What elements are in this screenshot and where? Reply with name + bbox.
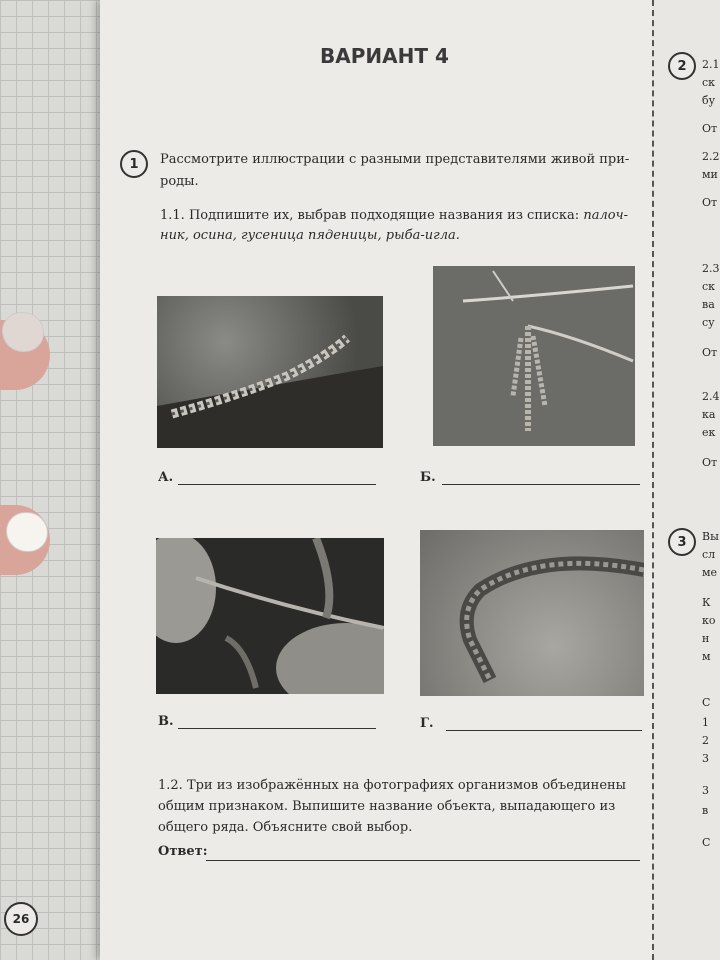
fragment: 3 [702,752,709,765]
photo-b-aspen [433,266,635,446]
subtask-1-2-line1: 1.2. Три из изображённых на фотографиях организмов объединены [158,778,627,793]
fragment: С [702,696,711,709]
label-a: А. [158,470,174,485]
fragment: 2.4 [702,390,720,403]
fragment: От [702,196,718,209]
fragment: 2 [702,734,709,747]
fingernail-upper [2,312,44,352]
label-v: В. [158,714,174,729]
task-intro-line2: роды. [160,174,199,189]
fragment: К [702,596,711,609]
fragment: С [702,836,711,849]
fragment: ка [702,408,716,421]
fragment: ко [702,614,716,627]
page-number: 26 [4,902,38,936]
fragment: бу [702,94,716,107]
fragment: в [702,804,709,817]
fragment: 3 [702,784,709,797]
answer-line-g[interactable] [446,730,642,731]
aspen-illustration [433,266,635,446]
fragment: От [702,456,718,469]
fragment: ми [702,168,718,181]
answer-line-v[interactable] [178,728,376,729]
fragment: ва [702,298,715,311]
fragment: Вы [702,530,719,543]
page-title: ВАРИАНТ 4 [320,44,449,68]
fragment: 2.3 [702,262,720,275]
photo-a-caterpillar [157,296,383,448]
fragment: 2.1 [702,58,720,71]
pipefish-illustration [420,530,644,696]
fragment: су [702,316,715,329]
subtask-1-1-line2: ник, осина, гусеница пяденицы, рыба-игла. [160,228,460,243]
answer-label: Ответ: [158,844,208,859]
task-intro-line1: Рассмотрите иллюстрации с разными представителями живой при- [160,152,630,167]
fragment: От [702,122,718,135]
subtask-1-1-italic-start: палоч- [583,208,629,223]
caterpillar-illustration [157,296,383,448]
photo-g-pipefish [420,530,644,696]
fragment: м [702,650,711,663]
label-g: Г. [420,716,434,731]
fragment: ск [702,76,716,89]
subtask-1-1-plain: 1.1. Подпишите их, выбрав подходящие названия из списка: [160,208,584,223]
fragment: н [702,632,710,645]
fragment: ск [702,280,716,293]
fingernail-lower [6,512,48,552]
subtask-1-2-line2: общим признаком. Выпишите название объекта, выпадающего из [158,799,616,814]
task-number-3: 3 [668,528,696,556]
photo-v-stick-insect [156,538,384,694]
subtask-1-1-line1 [160,206,628,226]
answer-line-1-2[interactable] [206,860,640,861]
fragment: ме [702,566,718,579]
fragment: сл [702,548,716,561]
subtask-1-2-line3: общего ряда. Объясните свой выбор. [158,820,413,835]
fragment: От [702,346,718,359]
fragment: ек [702,426,716,439]
stick-insect-illustration [156,538,384,694]
task-number-2: 2 [668,52,696,80]
task-number-1: 1 [120,150,148,178]
answer-line-a[interactable] [178,484,376,485]
facing-page [652,0,720,960]
label-b: Б. [420,470,436,485]
fragment: 1 [702,716,709,729]
fragment: 2.2 [702,150,720,163]
answer-line-b[interactable] [442,484,640,485]
